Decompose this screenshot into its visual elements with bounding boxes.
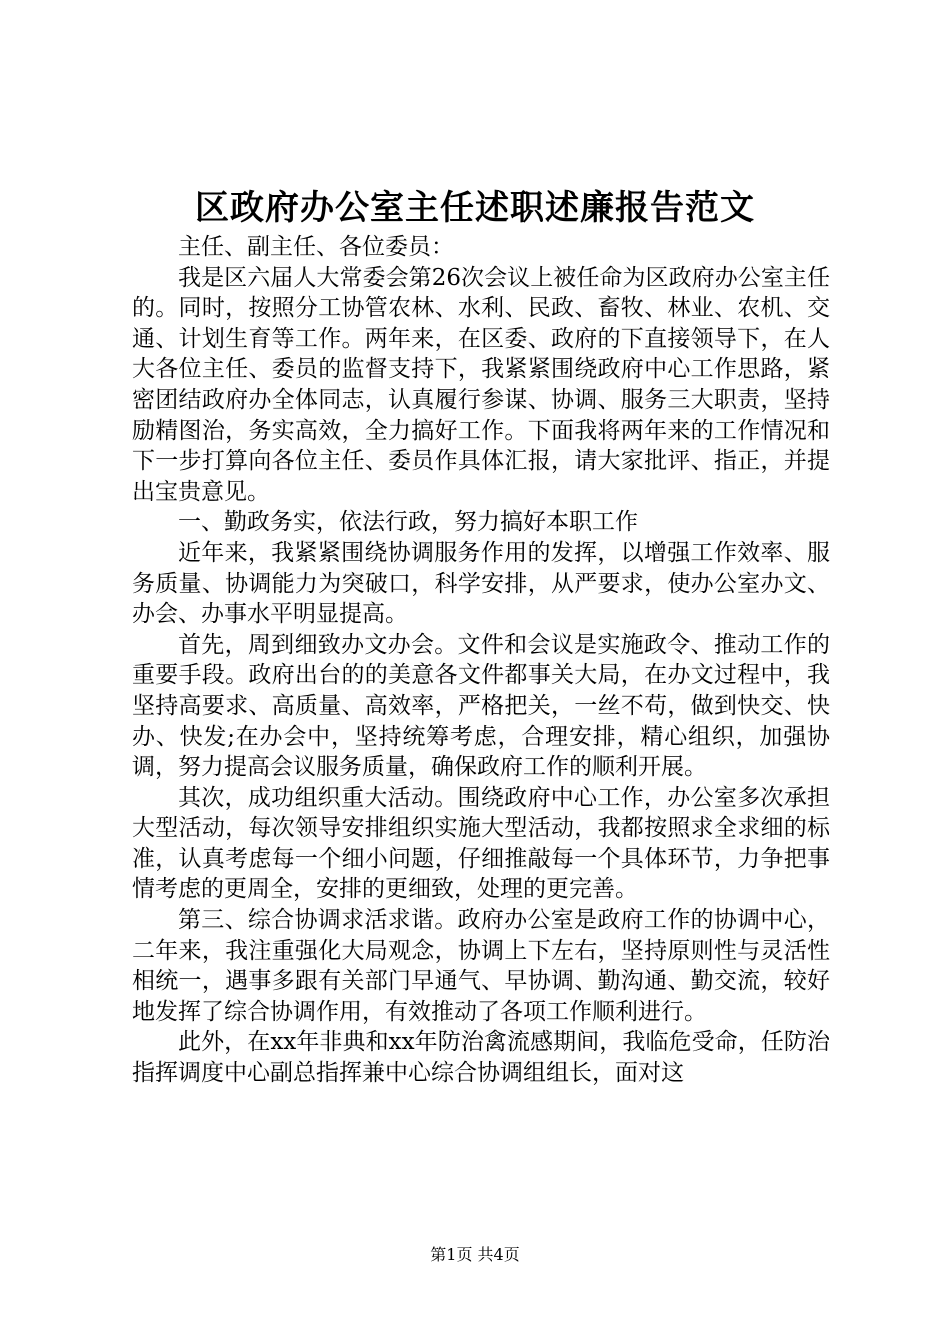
body-paragraph: 首先，周到细致办文办会。文件和会议是实施政令、推动工作的重要手段。政府出台的的美意各文件都事关大局，在办文过程中，我坚持高要求、高质量、高效率，严格把关，一丝不苟，做到快交、快办、快发;在办会中，坚持统筹考虑，合理安排，精心组织，加强协调，努力提高会议服务质量，确保政府工作的顺利开展。	[132, 631, 830, 781]
body-paragraph: 其次，成功组织重大活动。围绕政府中心工作，办公室多次承担大型活动，每次领导安排组织实施大型活动，我都按照求全求细的标准，认真考虑每一个细小问题，仔细推敲每一个具体环节，力争把事情考虑的更周全，安排的更细致，处理的更完善。	[132, 784, 830, 903]
body-paragraph: 我是区六届人大常委会第26次会议上被任命为区政府办公室主任的。同时，按照分工协管农林、水利、民政、畜牧、林业、农机、交通、计划生育等工作。两年来，在区委、政府的下直接领导下，在人大各位主任、委员的监督支持下，我紧紧围绕政府中心工作思路，紧密团结政府办全体同志，认真履行参谋、协调、服务三大职责，坚持励精图治，务实高效，全力搞好工作。下面我将两年来的工作情况和下一步打算向各位主任、委员作具体汇报，请大家批评、指正，并提出宝贵意见。	[132, 264, 830, 505]
salutation-paragraph: 主任、副主任、各位委员：	[178, 234, 454, 260]
body-paragraph: 近年来，我紧紧围绕协调服务作用的发挥，以增强工作效率、服务质量、协调能力为突破口，科学安排，从严要求，使办公室办文、办会、办事水平明显提高。	[132, 539, 830, 628]
document-body	[132, 232, 830, 1089]
page-number-footer: 第1页 共4页	[430, 1245, 520, 1264]
section-heading: 一、勤政务实，依法行政，努力搞好本职工作	[178, 509, 638, 536]
body-paragraph: 第三、综合协调求活求谐。政府办公室是政府工作的协调中心，二年来，我注重强化大局观念，协调上下左右，坚持原则性与灵活性相统一，遇事多跟有关部门早通气、早协调、勤沟通、勤交流，较好地发挥了综合协调作用，有效推动了各项工作顺利进行。	[132, 907, 830, 1025]
body-paragraph: 此外，在xx年非典和xx年防治禽流感期间，我临危受命，任防治指挥调度中心副总指挥兼中心综合协调组组长，面对这	[132, 1029, 830, 1087]
document-title: 区政府办公室主任述职述廉报告范文	[195, 188, 755, 228]
